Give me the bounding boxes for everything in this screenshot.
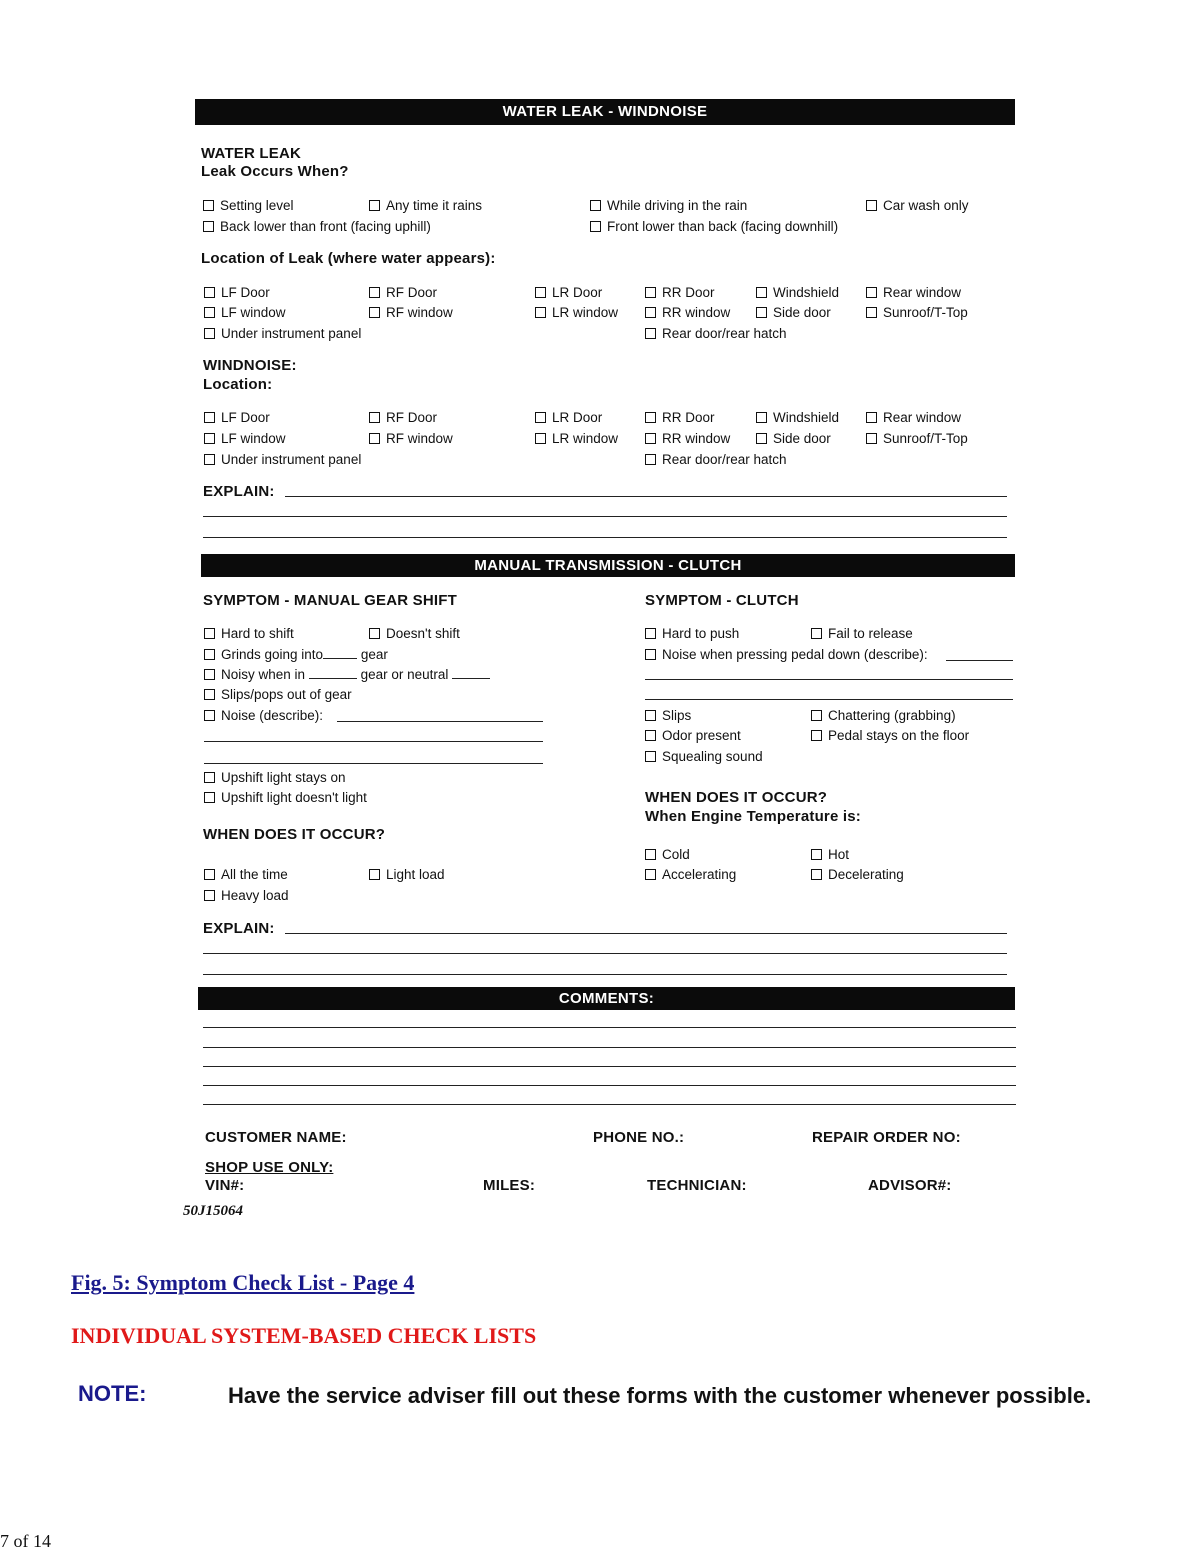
checkbox-box[interactable] [369,200,380,211]
checkbox-box[interactable] [369,287,380,298]
comments-bar [198,987,1015,1010]
wind-checkbox-lf-door[interactable]: LF Door [204,410,270,426]
checkbox-box[interactable] [204,792,215,803]
checkbox-box[interactable] [204,433,215,444]
clutch-checkbox-hard-to-push[interactable]: Hard to push [645,626,739,642]
transmission-explain-line-3[interactable] [203,974,1007,975]
checkbox-box[interactable] [645,649,656,660]
leak-checkbox-lf-door[interactable]: LF Door [204,285,270,301]
manual-transmission-bar-title: MANUAL TRANSMISSION - CLUTCH [474,557,742,574]
comments-line-1[interactable] [203,1027,1016,1028]
windnoise-explain-line-3[interactable] [203,537,1007,538]
comments-line-3[interactable] [203,1066,1016,1067]
leak-location-heading: Location of Leak (where water appears): [201,250,496,267]
when-checkbox-heavy-load[interactable]: Heavy load [204,888,289,904]
checkbox-box[interactable] [369,869,380,880]
leak-checkbox-rr-door[interactable]: RR Door [645,285,715,301]
checkbox-box[interactable] [811,869,822,880]
leak-checkbox-lf-window[interactable]: LF window [204,305,286,321]
checkbox-box[interactable] [645,412,656,423]
checkbox-box[interactable] [204,890,215,901]
noisy-gear-blank[interactable] [309,678,357,679]
wind-checkbox-rf-door[interactable]: RF Door [369,410,437,426]
temp-checkbox-hot[interactable]: Hot [811,847,849,863]
checkbox-box[interactable] [204,307,215,318]
checkbox-box[interactable] [645,849,656,860]
checkbox-box[interactable] [204,649,215,660]
checkbox-box[interactable] [204,287,215,298]
manual-gear-shift-heading: SYMPTOM - MANUAL GEAR SHIFT [203,592,458,609]
checkbox-box[interactable] [866,433,877,444]
transmission-explain-line-1[interactable] [285,933,1007,934]
leak-checkbox-sunroof[interactable]: Sunroof/T-Top [866,305,968,321]
noise-describe-line-2[interactable] [204,741,543,742]
checkbox-box[interactable] [204,412,215,423]
checkbox-box[interactable] [756,412,767,423]
gear-checkbox-slips-pops[interactable]: Slips/pops out of gear [204,687,352,703]
leak-occurs-subheading: Leak Occurs When? [201,163,349,180]
clutch-noise-line-2[interactable] [645,679,1013,680]
note-text: Have the service adviser fill out these forms with the customer whenever possible. [228,1383,1092,1408]
checkbox-box[interactable] [369,307,380,318]
temp-checkbox-decelerating[interactable]: Decelerating [811,867,904,883]
leak-checkbox-rf-door[interactable]: RF Door [369,285,437,301]
gear-checkbox-doesnt-shift[interactable]: Doesn't shift [369,626,460,642]
gear-checkbox-grinds[interactable]: Grinds going into gear [204,647,388,663]
temp-checkbox-cold[interactable]: Cold [645,847,690,863]
checkbox-box[interactable] [645,433,656,444]
checkbox-any-time-rains[interactable]: Any time it rains [369,198,482,214]
leak-checkbox-under-instrument-panel[interactable]: Under instrument panel [204,326,361,342]
wind-checkbox-under-instrument-panel[interactable]: Under instrument panel [204,452,361,468]
gear-checkbox-upshift-doesnt-light[interactable]: Upshift light doesn't light [204,790,367,806]
repair-order-label: REPAIR ORDER NO: [812,1129,961,1146]
checkbox-box[interactable] [369,433,380,444]
checkbox-box[interactable] [756,287,767,298]
temp-checkbox-accelerating[interactable]: Accelerating [645,867,736,883]
checkbox-box[interactable] [369,412,380,423]
gear-checkbox-noisy-when-in[interactable]: Noisy when in gear or neutral [204,667,490,683]
phone-label: PHONE NO.: [593,1129,685,1146]
water-leak-heading: WATER LEAK [201,145,302,162]
transmission-explain-line-2[interactable] [203,953,1007,954]
checkbox-box[interactable] [866,287,877,298]
clutch-checkbox-odor[interactable]: Odor present [645,728,741,744]
checkbox-car-wash-only[interactable]: Car wash only [866,198,969,214]
technician-label: TECHNICIAN: [647,1177,747,1194]
checkbox-box[interactable] [204,869,215,880]
engine-temp-heading: When Engine Temperature is: [645,808,861,825]
checkbox-box[interactable] [590,200,601,211]
page-number: 7 of 14 [0,1531,51,1551]
note-label: NOTE: [78,1381,147,1406]
checkbox-box[interactable] [811,710,822,721]
transmission-explain-label: EXPLAIN: [203,920,275,937]
checkbox-box[interactable] [204,772,215,783]
checkbox-box[interactable] [866,200,877,211]
miles-label: MILES: [483,1177,536,1194]
clutch-checkbox-squealing[interactable]: Squealing sound [645,749,763,765]
checkbox-box[interactable] [203,221,214,232]
checkbox-box[interactable] [204,328,215,339]
clutch-checkbox-slips[interactable]: Slips [645,708,691,724]
windnoise-heading: WINDNOISE: [203,357,297,374]
wind-checkbox-windshield[interactable]: Windshield [756,410,839,426]
checkbox-box[interactable] [645,730,656,741]
checkbox-driving-in-rain[interactable]: While driving in the rain [590,198,747,214]
grinds-gear-blank[interactable] [323,658,357,659]
clutch-checkbox-noise-pressing-pedal[interactable]: Noise when pressing pedal down (describe): [645,647,928,663]
wind-checkbox-lr-window[interactable]: LR window [535,431,618,447]
clutch-noise-line-1[interactable] [946,660,1013,661]
checkbox-box[interactable] [811,730,822,741]
leak-checkbox-windshield[interactable]: Windshield [756,285,839,301]
customer-name-label: CUSTOMER NAME: [205,1129,347,1146]
when-checkbox-light-load[interactable]: Light load [369,867,445,883]
checkbox-box[interactable] [645,307,656,318]
wind-checkbox-side-door[interactable]: Side door [756,431,831,447]
checkbox-box[interactable] [204,710,215,721]
checkbox-box[interactable] [866,412,877,423]
checkbox-box[interactable] [811,849,822,860]
checkbox-box[interactable] [535,412,546,423]
checkbox-box[interactable] [204,454,215,465]
wind-checkbox-rear-window[interactable]: Rear window [866,410,961,426]
checkbox-box[interactable] [811,628,822,639]
clutch-checkbox-fail-to-release[interactable]: Fail to release [811,626,913,642]
checkbox-box[interactable] [369,628,380,639]
manual-transmission-bar [201,554,1015,577]
checkbox-box[interactable] [535,287,546,298]
leak-checkbox-lr-window[interactable]: LR window [535,305,618,321]
wind-checkbox-sunroof[interactable]: Sunroof/T-Top [866,431,968,447]
clutch-heading: SYMPTOM - CLUTCH [645,592,799,609]
checkbox-box[interactable] [204,669,215,680]
noise-describe-line-1[interactable] [337,721,543,722]
leak-checkbox-rear-window[interactable]: Rear window [866,285,961,301]
vin-label: VIN#: [205,1177,245,1194]
clutch-checkbox-chattering[interactable]: Chattering (grabbing) [811,708,956,724]
checkbox-front-lower[interactable]: Front lower than back (facing downhill) [590,219,838,235]
checkbox-box[interactable] [645,454,656,465]
clutch-when-heading: WHEN DOES IT OCCUR? [645,789,828,806]
windnoise-explain-line-2[interactable] [203,516,1007,517]
checkbox-box[interactable] [645,869,656,880]
figure-caption-link[interactable]: Fig. 5: Symptom Check List - Page 4 [71,1270,415,1295]
comments-line-2[interactable] [203,1047,1016,1048]
wind-checkbox-lr-door[interactable]: LR Door [535,410,602,426]
checkbox-box[interactable] [535,433,546,444]
gear-checkbox-upshift-stays-on[interactable]: Upshift light stays on [204,770,346,786]
checkbox-box[interactable] [203,200,214,211]
wind-checkbox-lf-window[interactable]: LF window [204,431,286,447]
water-leak-windnoise-bar [195,99,1015,125]
leak-checkbox-rf-window[interactable]: RF window [369,305,453,321]
when-checkbox-all-the-time[interactable]: All the time [204,867,288,883]
wind-checkbox-rr-door[interactable]: RR Door [645,410,715,426]
checkbox-box[interactable] [645,628,656,639]
shop-use-only-label: SHOP USE ONLY: [205,1159,334,1176]
checkbox-box[interactable] [645,710,656,721]
comments-line-4[interactable] [203,1085,1016,1086]
checkbox-box[interactable] [645,287,656,298]
comments-line-5[interactable] [203,1104,1016,1105]
gear-checkbox-noise-describe[interactable]: Noise (describe): [204,708,323,724]
leak-checkbox-rear-door-hatch[interactable]: Rear door/rear hatch [645,326,787,342]
water-leak-bar-title: WATER LEAK - WINDNOISE [502,103,708,120]
checkbox-box[interactable] [756,433,767,444]
comments-bar-title: COMMENTS: [558,990,655,1007]
wind-checkbox-rr-window[interactable]: RR window [645,431,730,447]
gear-when-heading: WHEN DOES IT OCCUR? [203,826,386,843]
checkbox-box[interactable] [204,628,215,639]
windnoise-location-subheading: Location: [203,376,273,393]
checkbox-setting-level[interactable]: Setting level [203,198,294,214]
noise-describe-line-3[interactable] [204,763,543,764]
checkbox-box[interactable] [866,307,877,318]
wind-checkbox-rear-door-hatch[interactable]: Rear door/rear hatch [645,452,787,468]
checkbox-box[interactable] [204,689,215,700]
wind-checkbox-rf-window[interactable]: RF window [369,431,453,447]
noisy-neutral-blank[interactable] [452,678,490,679]
checkbox-box[interactable] [645,751,656,762]
clutch-noise-line-3[interactable] [645,699,1013,700]
gear-checkbox-hard-to-shift[interactable]: Hard to shift [204,626,294,642]
leak-checkbox-lr-door[interactable]: LR Door [535,285,602,301]
checkbox-box[interactable] [535,307,546,318]
checkbox-back-lower[interactable]: Back lower than front (facing uphill) [203,219,431,235]
checkbox-box[interactable] [756,307,767,318]
figure-code: 50J15064 [183,1203,243,1219]
leak-checkbox-side-door[interactable]: Side door [756,305,831,321]
section-title: INDIVIDUAL SYSTEM-BASED CHECK LISTS [71,1323,537,1348]
checkbox-box[interactable] [645,328,656,339]
windnoise-explain-line-1[interactable] [285,496,1007,497]
clutch-checkbox-pedal-stays[interactable]: Pedal stays on the floor [811,728,969,744]
checkbox-box[interactable] [590,221,601,232]
leak-checkbox-rr-window[interactable]: RR window [645,305,730,321]
advisor-label: ADVISOR#: [868,1177,952,1194]
windnoise-explain-label: EXPLAIN: [203,483,275,500]
